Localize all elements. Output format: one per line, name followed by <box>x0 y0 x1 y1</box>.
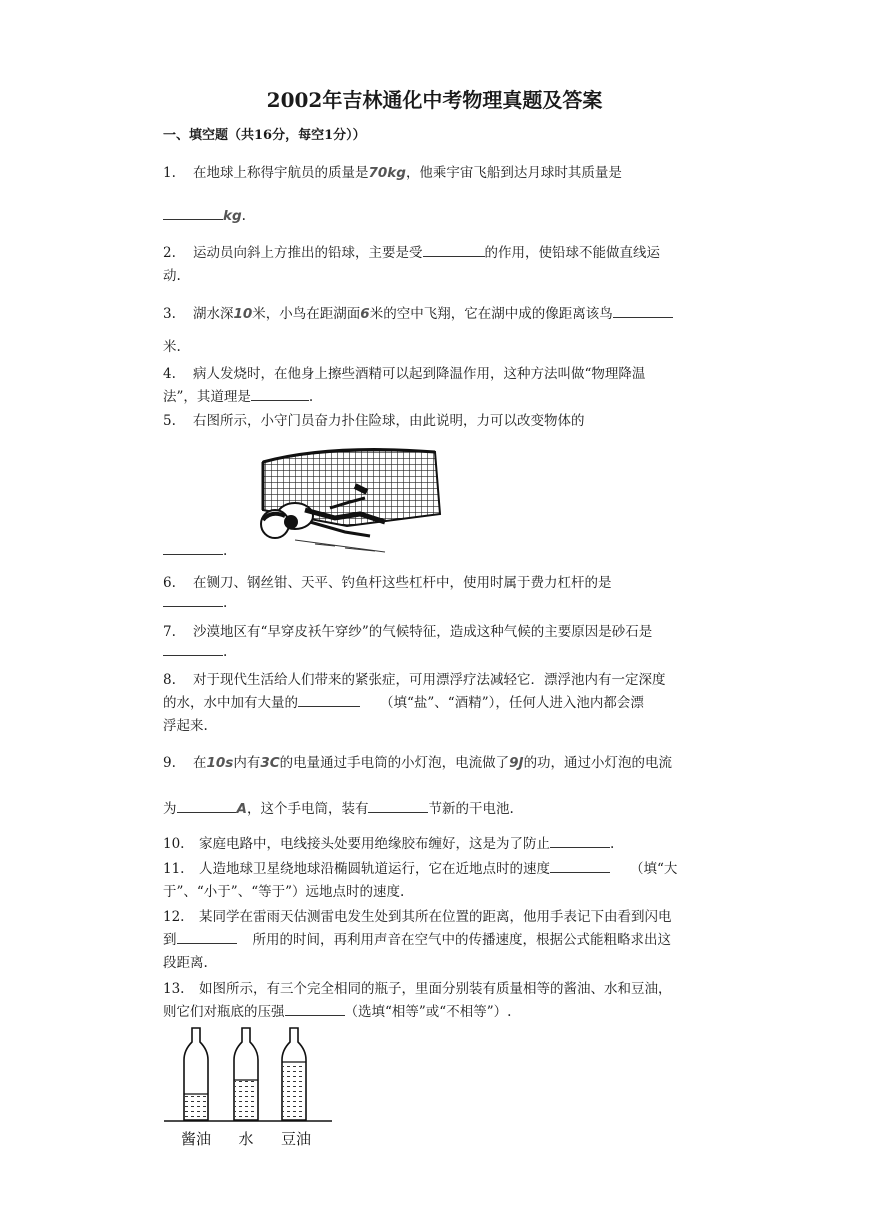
goalkeeper-illustration <box>235 440 445 558</box>
question-9-cont: 为 A，这个手电筒，装有 节新的干电池. <box>163 801 514 817</box>
question-8-cont: 的水，水中加有大量的 （填“盐”、“酒精”），任何人进入池内都会漂 <box>163 695 644 711</box>
question-12-end: 段距离. <box>163 955 208 971</box>
page-title: 2002年吉林通化中考物理真题及答案 <box>266 88 603 112</box>
section-heading: 一、填空题（共16分，每空1分）） <box>163 128 366 143</box>
answer-blank[interactable] <box>177 800 237 813</box>
bottle-soy-sauce <box>184 1028 208 1120</box>
answer-blank[interactable] <box>613 305 673 318</box>
answer-blank[interactable] <box>163 643 223 656</box>
question-8: 8. 对于现代生活给人们带来的紧张症，可用漂浮疗法减轻它．漂浮池内有一定深度 <box>163 672 666 688</box>
bottle-water <box>234 1028 258 1120</box>
question-7-answer-line: . <box>163 643 227 660</box>
mass-value: 70kg <box>368 165 406 181</box>
answer-blank[interactable] <box>163 542 223 555</box>
question-4: 4. 病人发烧时，在他身上擦些酒精可以起到降温作用，这种方法叫做“物理降温 <box>163 366 646 382</box>
answer-blank[interactable] <box>177 931 237 944</box>
bottles-illustration <box>160 1024 335 1154</box>
question-6-answer-line: . <box>163 594 227 611</box>
answer-blank[interactable] <box>251 388 309 401</box>
question-1: 1. 在地球上称得宇航员的质量是70kg，他乘宇宙飞船到达月球时其质量是 <box>163 165 622 181</box>
question-1-answer-line: kg. <box>163 207 246 224</box>
question-5-answer-line: . <box>163 542 227 559</box>
question-4-cont: 法”，其道理是 . <box>163 389 314 405</box>
question-6: 6. 在铡刀、钢丝钳、天平、钓鱼杆这些杠杆中，使用时属于费力杠杆的是 <box>163 575 612 591</box>
bottle-soybean-oil <box>282 1028 306 1120</box>
question-13: 13. 如图所示，有三个完全相同的瓶子，里面分别装有质量相等的酱油、水和豆油， <box>163 981 672 997</box>
question-2-cont: 动. <box>163 268 181 284</box>
answer-blank[interactable] <box>163 594 223 607</box>
question-11: 11. 人造地球卫星绕地球沿椭圆轨道运行，它在近地点时的速度 （填“大 <box>163 861 678 877</box>
answer-blank[interactable] <box>163 207 223 220</box>
bottle-label-soy: 酱油 <box>180 1130 212 1148</box>
question-3-cont: 米. <box>163 339 181 355</box>
question-13-cont: 则它们对瓶底的压强 （选填“相等”或“不相等”）. <box>163 1004 512 1020</box>
question-8-end: 浮起来. <box>163 718 208 734</box>
question-11-cont: 于”、“小于”、“等于”）远地点时的速度. <box>163 884 405 900</box>
question-7: 7. 沙漠地区有“早穿皮袄午穿纱”的气候特征，造成这种气候的主要原因是砂石是 <box>163 624 653 640</box>
question-10: 10. 家庭电路中，电线接头处要用绝缘胶布缠好，这是为了防止 . <box>163 836 615 852</box>
question-2: 2. 运动员向斜上方推出的铅球，主要是受 的作用，使铅球不能做直线运 <box>163 245 660 261</box>
question-12-cont: 到 所用的时间，再利用声音在空气中的传播速度，根据公式能粗略求出这 <box>163 932 671 948</box>
answer-blank[interactable] <box>298 694 360 707</box>
bottle-label-oil: 豆油 <box>280 1130 312 1148</box>
answer-blank[interactable] <box>423 244 485 257</box>
question-12: 12. 某同学在雷雨天估测雷电发生处到其所在位置的距离，他用手表记下由看到闪电 <box>163 909 672 925</box>
answer-blank[interactable] <box>550 860 610 873</box>
question-9: 9. 在10s内有3C的电量通过手电筒的小灯泡，电流做了9J的功，通过小灯泡的电流 <box>163 755 673 771</box>
question-5: 5. 右图所示，小守门员奋力扑住险球，由此说明，力可以改变物体的 <box>163 413 585 429</box>
question-3: 3. 湖水深10米，小鸟在距湖面6米的空中飞翔，它在湖中成的像距离该鸟 <box>163 302 673 322</box>
answer-blank[interactable] <box>550 835 610 848</box>
answer-blank[interactable] <box>368 800 428 813</box>
bottle-label-water: 水 <box>238 1130 254 1148</box>
answer-blank[interactable] <box>285 1003 345 1016</box>
